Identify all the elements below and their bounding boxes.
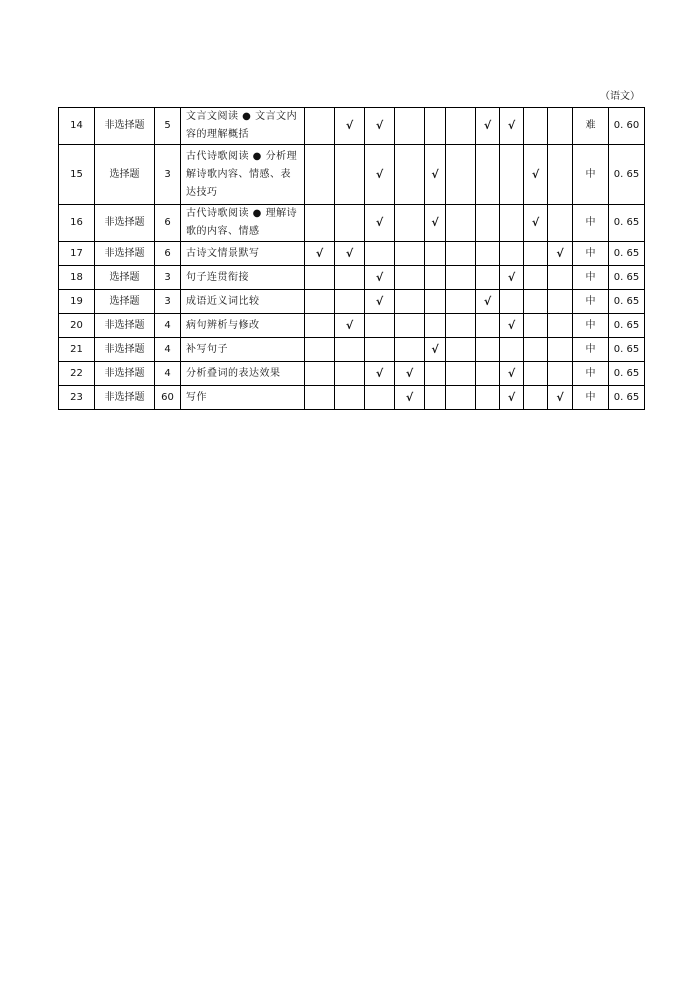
check-cell: √: [425, 205, 446, 242]
table-row: [59, 386, 645, 410]
check-cell: [446, 314, 476, 338]
check-cell: [524, 108, 548, 145]
check-cell: √: [365, 362, 395, 386]
question-type-cell: 选择题: [95, 145, 155, 205]
question-type-cell: 非选择题: [95, 314, 155, 338]
question-number-cell: 16: [59, 205, 95, 242]
check-cell: √: [335, 314, 365, 338]
score-cell: 5: [155, 108, 181, 145]
question-number-cell: 21: [59, 338, 95, 362]
check-cell: [476, 145, 500, 205]
check-cell: [524, 242, 548, 266]
check-cell: [524, 362, 548, 386]
difficulty-cell: 中: [573, 242, 609, 266]
coefficient-cell: 0. 65: [609, 242, 645, 266]
check-cell: √: [500, 266, 524, 290]
coefficient-cell: 0. 65: [609, 290, 645, 314]
score-cell: 4: [155, 314, 181, 338]
check-cell: [476, 314, 500, 338]
question-number-cell: 15: [59, 145, 95, 205]
check-cell: [446, 205, 476, 242]
score-cell: 3: [155, 290, 181, 314]
question-type-cell: 非选择题: [95, 338, 155, 362]
check-cell: [446, 290, 476, 314]
check-cell: [425, 314, 446, 338]
check-cell: √: [500, 314, 524, 338]
check-cell: [500, 290, 524, 314]
table-body: [59, 108, 645, 410]
coefficient-cell: 0. 65: [609, 314, 645, 338]
check-cell: [305, 266, 335, 290]
check-cell: [305, 362, 335, 386]
content-cell: 古代诗歌阅读 ● 分析理解诗歌内容、情感、表达技巧: [181, 145, 305, 205]
check-cell: √: [500, 386, 524, 410]
content-cell: 写作: [181, 386, 305, 410]
difficulty-cell: 中: [573, 314, 609, 338]
check-cell: √: [500, 362, 524, 386]
table-row: [59, 108, 645, 145]
table-row: [59, 290, 645, 314]
check-cell: √: [335, 242, 365, 266]
table-row: [59, 314, 645, 338]
content-cell: 古诗文情景默写: [181, 242, 305, 266]
check-cell: [395, 108, 425, 145]
question-number-cell: 18: [59, 266, 95, 290]
difficulty-cell: 难: [573, 108, 609, 145]
check-cell: [395, 314, 425, 338]
check-cell: [365, 242, 395, 266]
check-cell: [365, 386, 395, 410]
check-cell: [395, 205, 425, 242]
check-cell: [305, 338, 335, 362]
check-cell: √: [524, 145, 548, 205]
question-type-cell: 选择题: [95, 290, 155, 314]
coefficient-cell: 0. 65: [609, 362, 645, 386]
check-cell: √: [425, 338, 446, 362]
check-cell: [395, 242, 425, 266]
check-cell: √: [365, 290, 395, 314]
check-cell: [335, 290, 365, 314]
check-cell: [335, 145, 365, 205]
question-type-cell: 非选择题: [95, 205, 155, 242]
check-cell: [446, 145, 476, 205]
check-cell: √: [476, 108, 500, 145]
check-cell: [524, 314, 548, 338]
check-cell: [305, 108, 335, 145]
check-cell: √: [524, 205, 548, 242]
check-cell: [425, 242, 446, 266]
content-cell: 分析叠词的表达效果: [181, 362, 305, 386]
check-cell: [446, 386, 476, 410]
check-cell: [524, 266, 548, 290]
check-cell: √: [365, 145, 395, 205]
check-cell: [335, 362, 365, 386]
score-cell: 3: [155, 266, 181, 290]
check-cell: [305, 290, 335, 314]
difficulty-cell: 中: [573, 205, 609, 242]
check-cell: [425, 290, 446, 314]
coefficient-cell: 0. 65: [609, 386, 645, 410]
question-number-cell: 19: [59, 290, 95, 314]
check-cell: [365, 338, 395, 362]
content-cell: 病句辨析与修改: [181, 314, 305, 338]
check-cell: [476, 338, 500, 362]
check-cell: [500, 338, 524, 362]
question-type-cell: 非选择题: [95, 386, 155, 410]
check-cell: √: [305, 242, 335, 266]
score-cell: 4: [155, 362, 181, 386]
check-cell: [425, 386, 446, 410]
check-cell: [305, 314, 335, 338]
check-cell: [476, 266, 500, 290]
question-number-cell: 14: [59, 108, 95, 145]
check-cell: √: [548, 386, 573, 410]
check-cell: [395, 145, 425, 205]
score-cell: 6: [155, 242, 181, 266]
question-type-cell: 选择题: [95, 266, 155, 290]
check-cell: [476, 386, 500, 410]
content-cell: 成语近义词比较: [181, 290, 305, 314]
check-cell: [476, 205, 500, 242]
check-cell: [425, 362, 446, 386]
check-cell: [446, 242, 476, 266]
check-cell: [524, 386, 548, 410]
check-cell: [395, 338, 425, 362]
coefficient-cell: 0. 65: [609, 338, 645, 362]
table-row: [59, 145, 645, 205]
difficulty-cell: 中: [573, 338, 609, 362]
check-cell: √: [500, 108, 524, 145]
table-row: [59, 242, 645, 266]
check-cell: [365, 314, 395, 338]
table-row: [59, 205, 645, 242]
difficulty-cell: 中: [573, 386, 609, 410]
check-cell: [548, 290, 573, 314]
coefficient-cell: 0. 65: [609, 266, 645, 290]
score-cell: 6: [155, 205, 181, 242]
check-cell: [500, 205, 524, 242]
table-row: [59, 338, 645, 362]
question-type-cell: 非选择题: [95, 242, 155, 266]
score-cell: 3: [155, 145, 181, 205]
check-cell: [548, 266, 573, 290]
table-row: [59, 362, 645, 386]
score-cell: 60: [155, 386, 181, 410]
check-cell: [524, 290, 548, 314]
check-cell: [476, 362, 500, 386]
check-cell: [548, 145, 573, 205]
question-type-cell: 非选择题: [95, 362, 155, 386]
exam-specification-table: [58, 107, 645, 410]
check-cell: √: [395, 362, 425, 386]
coefficient-cell: 0. 60: [609, 108, 645, 145]
content-cell: 补写句子: [181, 338, 305, 362]
check-cell: √: [425, 145, 446, 205]
question-type-cell: 非选择题: [95, 108, 155, 145]
check-cell: √: [365, 266, 395, 290]
check-cell: [335, 205, 365, 242]
content-cell: 文言文阅读 ● 文言文内容的理解概括: [181, 108, 305, 145]
difficulty-cell: 中: [573, 362, 609, 386]
check-cell: [500, 242, 524, 266]
check-cell: [335, 338, 365, 362]
check-cell: √: [476, 290, 500, 314]
question-number-cell: 20: [59, 314, 95, 338]
content-cell: 句子连贯衔接: [181, 266, 305, 290]
check-cell: [524, 338, 548, 362]
difficulty-cell: 中: [573, 290, 609, 314]
score-cell: 4: [155, 338, 181, 362]
check-cell: [548, 314, 573, 338]
check-cell: [446, 338, 476, 362]
check-cell: [548, 205, 573, 242]
check-cell: [425, 266, 446, 290]
coefficient-cell: 0. 65: [609, 145, 645, 205]
question-number-cell: 22: [59, 362, 95, 386]
table-row: [59, 266, 645, 290]
check-cell: [476, 242, 500, 266]
question-number-cell: 17: [59, 242, 95, 266]
check-cell: [446, 266, 476, 290]
check-cell: √: [365, 108, 395, 145]
check-cell: [548, 338, 573, 362]
check-cell: √: [335, 108, 365, 145]
check-cell: [335, 266, 365, 290]
check-cell: [395, 290, 425, 314]
check-cell: [446, 362, 476, 386]
check-cell: [548, 362, 573, 386]
content-cell: 古代诗歌阅读 ● 理解诗歌的内容、情感: [181, 205, 305, 242]
difficulty-cell: 中: [573, 145, 609, 205]
check-cell: [446, 108, 476, 145]
subject-label: （语文）: [600, 91, 640, 102]
check-cell: [425, 108, 446, 145]
difficulty-cell: 中: [573, 266, 609, 290]
check-cell: √: [395, 386, 425, 410]
check-cell: √: [365, 205, 395, 242]
check-cell: [335, 386, 365, 410]
check-cell: [305, 386, 335, 410]
question-number-cell: 23: [59, 386, 95, 410]
check-cell: [500, 145, 524, 205]
check-cell: [548, 108, 573, 145]
check-cell: [305, 205, 335, 242]
coefficient-cell: 0. 65: [609, 205, 645, 242]
check-cell: [305, 145, 335, 205]
check-cell: [395, 266, 425, 290]
check-cell: √: [548, 242, 573, 266]
